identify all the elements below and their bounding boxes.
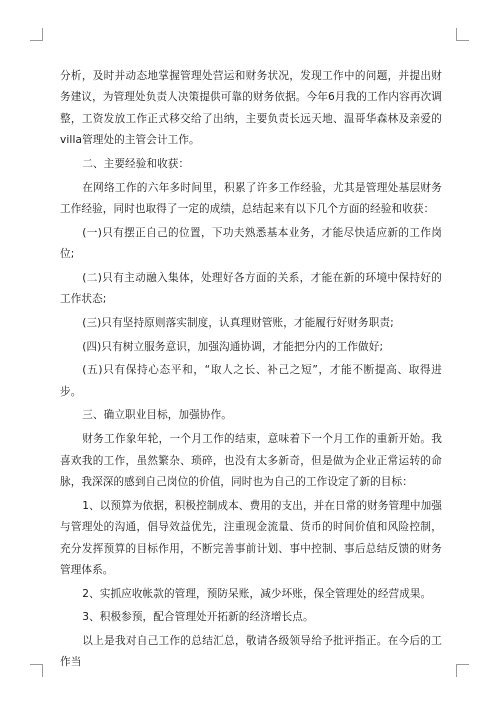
heading-experience: 二、主要经验和收获： [82, 157, 190, 170]
heading-career-goals: 三、确立职业目标，加强协作。 [82, 409, 232, 422]
paragraph-continuation: 分析，及时并动态地掌握管理处营运和财务状况，发现工作中的问题，并提出财务建议，为管理处负责人决策提供可靠的财务依据。今年6月我的工作内容再次调整，工资发放工作正式移交给了出纳，主要负责长远天地、温哥华森林及亲爱的villa管理处的主管会计工作。 [60, 70, 442, 147]
list-item-lesson-5: (五)只有保持心态平和，“取人之长、补己之短”，才能不断提高、取得进步。 [60, 364, 442, 398]
paragraph-experience-intro: 在网络工作的六年多时间里，积累了许多工作经验，尤其是管理处基层财务工作经验，同时也取得了一定的成绩，总结起来有以下几个方面的经验和收获： [60, 181, 442, 216]
list-item-lesson-2: (二)只有主动融入集体，处理好各方面的关系，才能在新的环境中保持好的工作状态; [60, 271, 442, 306]
crop-mark-top-left [30, 28, 43, 41]
crop-mark-bottom-left [30, 664, 43, 677]
list-item-goal-3: 3、积极参预，配合管理处开拓新的经济增长点。 [82, 611, 314, 624]
document-body [60, 66, 442, 674]
list-item-lesson-1: (一)只有摆正自己的位置，下功夫熟悉基本业务，才能尽快适应新的工作岗位; [60, 226, 442, 261]
paragraph-goals-intro: 财务工作象年轮，一个月工作的结束，意味着下一个月工作的重新开始。我喜欢我的工作，虽然繁杂、琐碎，也没有太多新奇，但是做为企业正常运转的命脉，我深深的感到自己岗位的价值，同时也为自己的工作设定了新的目标： [60, 433, 442, 488]
list-item-goal-1: 1、以预算为依据，积极控制成本、费用的支出，并在日常的财务管理中加强与管理处的沟通，倡导效益优先，注重现金流量、货币的时间价值和风险控制，充分发挥预算的目标作用，不断完善事前计划、事中控制、事后总结反馈的财务管理体系。 [60, 499, 442, 576]
crop-mark-bottom-right [456, 664, 469, 677]
crop-mark-top-right [456, 28, 469, 41]
paragraph-closing: 以上是我对自己工作的总结汇总，敬请各级领导给予批评指正。在今后的工作当 [60, 635, 442, 669]
list-item-lesson-3: (三)只有坚持原则落实制度，认真理财管账，才能履行好财务职责; [82, 316, 394, 329]
list-item-lesson-4: (四)只有树立服务意识，加强沟通协调，才能把分内的工作做好; [82, 340, 384, 353]
list-item-goal-2: 2、实抓应收帐款的管理，预防呆账，减少坏账，保全管理处的经营成果。 [82, 587, 432, 600]
